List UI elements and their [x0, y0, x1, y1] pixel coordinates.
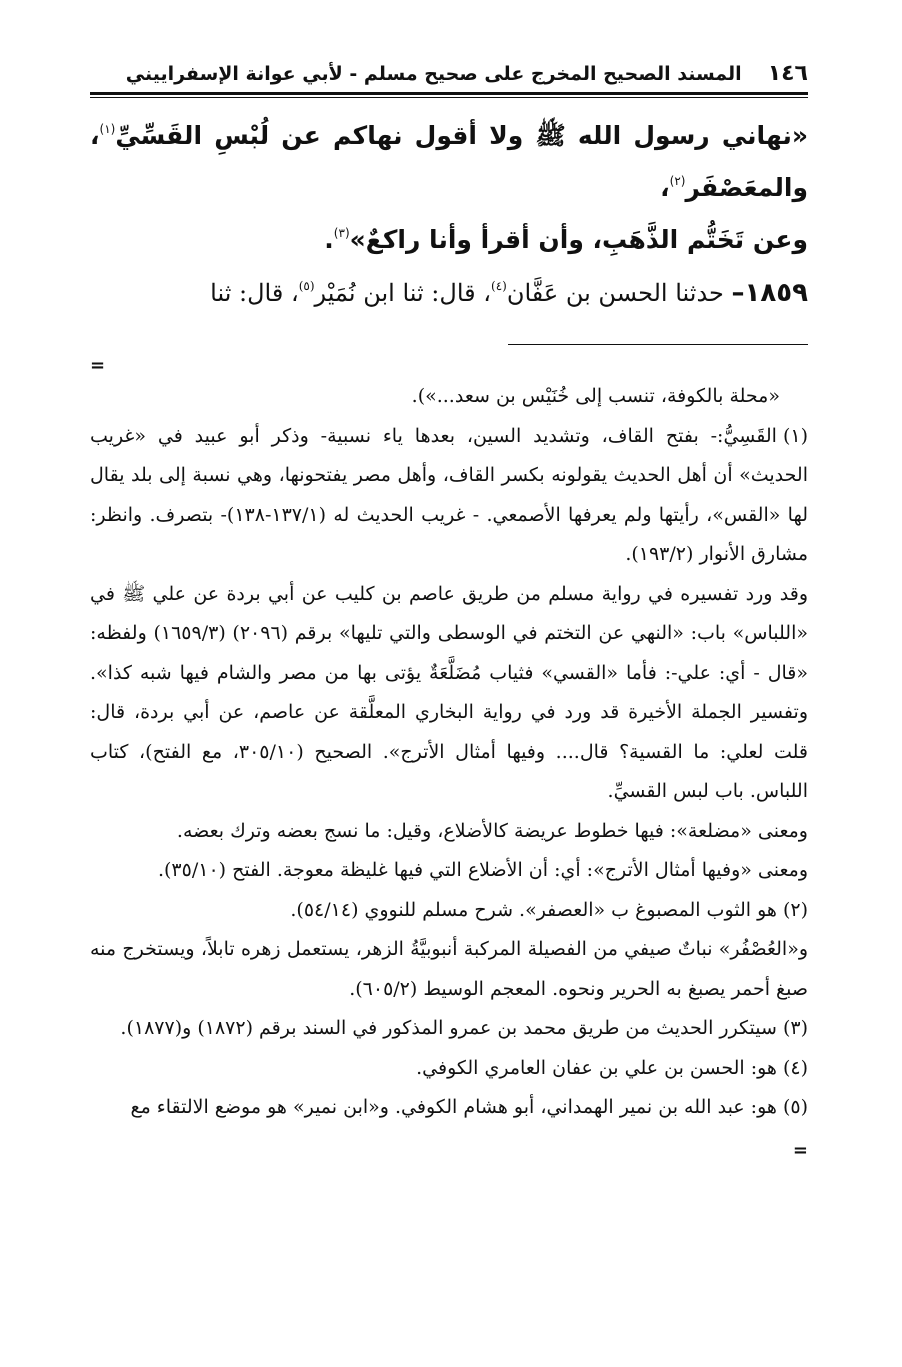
main-line-1-part-c: ، — [660, 173, 670, 202]
footnote-4 — [90, 1049, 808, 1089]
footnote-1-paragraph-3: ومعنى «مضلعة»: فيها خطوط عريضة كالأضلاع، وقيل: ما نسج بعضه وترك بعضه. — [176, 819, 808, 842]
footnote-ref-5: (٥) — [298, 279, 315, 293]
footnote-3-text: سيتكرر الحديث من طريق محمد بن عمرو المذكور في السند برقم (١٨٧٢) و(١٨٧٧). — [120, 1017, 777, 1039]
main-line-1-part-a: «نهاني رسول الله ﷺ ولا أقول نهاكم عن لُبْسِ القَسِّيِّ — [115, 121, 808, 150]
footnote-2-number: (٢) — [782, 898, 808, 921]
hadith-text-b: ، قال: ثنا ابن نُمَيْر — [314, 279, 491, 307]
footnote-ref-3: (٣) — [333, 226, 350, 240]
main-line-2-part-a: وعن تَخَتُّم الذَّهَبِ، وأن أقرأ وأنا راكعٌ» — [349, 225, 808, 254]
main-line-2 — [90, 214, 808, 266]
book-page — [90, 58, 808, 1160]
footnote-5-text: هو: عبد الله بن نمير الهمداني، أبو هشام الكوفي. و«ابن نمير» هو موضع الالتقاء مع — [130, 1096, 777, 1118]
footnote-1-number: (١) — [782, 424, 808, 447]
main-line-1 — [90, 110, 808, 214]
main-text — [90, 110, 808, 266]
footnote-continued: «محلة بالكوفة، تنسب إلى خُنَيْس بن سعد...»). — [411, 385, 780, 407]
footnote-2-paragraph-2: و«العُصْفُر» نباتٌ صيفي من الفصيلة المركبة أنبوبيَّةُ الزهر، يستعمل زهره تابلاً، ويستخرج منه صبغ أحمر يصبغ به الحرير ونحوه. المعجم الوسيط (٦٠٥/٢). — [90, 938, 808, 1000]
footnote-5-number: (٥) — [782, 1096, 808, 1118]
footnote-1-paragraph-4: ومعنى «وفيها أمثال الأترج»: أي: أن الأضلاع التي فيها غليظة معوجة. الفتح (٣٥/١٠). — [157, 859, 808, 881]
running-header — [90, 58, 808, 88]
footnote-ref-4: (٤) — [491, 279, 507, 293]
continuation-mark-top: = — [90, 355, 106, 376]
hadith-1859 — [90, 268, 808, 318]
page-number: ١٤٦ — [767, 61, 808, 86]
footnote-3 — [90, 1009, 808, 1049]
footnote-ref-1: (١) — [99, 122, 116, 136]
footnote-3-number: (٣) — [782, 1017, 808, 1039]
footnote-2 — [90, 891, 808, 931]
footnote-1-paragraph-2: وقد ورد تفسيره في رواية مسلم من طريق عاصم بن كليب عن أبي بردة عن علي ﷺ في «اللباس» باب: «النهي عن التختم في الوسطى والتي تليها» برقم (٢٠٩٦) (١٦٥٩/٣) ولفظه: «قال - أي: علي-: فأما «القسي» فثياب مُضَلَّعَةٌ يؤتى بها من مصر والشام فيها شبه كذا». وتفسير الجملة الأخيرة قد ورد في رواية البخاري المعلَّقة عن عاصم، عن أبي بردة، قال: قلت لعلي: ما القسية؟ قال.... وفيها أمثال الأترج». الصحيح (٣٠٥/١٠، مع الفتح)، كتاب اللباس. باب لبس القسيِّ. — [90, 582, 808, 802]
footnote-2-text: هو الثوب المصبوغ ب «العصفر». شرح مسلم للنووي (٥٤/١٤). — [290, 898, 777, 921]
footnote-ref-2: (٢) — [669, 174, 686, 188]
hadith-text-a: حدثنا الحسن بن عَفَّان — [506, 279, 732, 307]
footnote-1 — [90, 417, 808, 575]
footnote-4-text: هو: الحسن بن علي بن عفان العامري الكوفي. — [416, 1056, 777, 1079]
main-line-1-part-b: ، والمعَصْفَر — [90, 121, 808, 202]
hadith-text-c: ، قال: ثنا — [210, 279, 299, 307]
footnote-4-number: (٤) — [782, 1056, 808, 1079]
continuation-mark-bottom: = — [792, 1139, 808, 1161]
footnote-separator — [508, 344, 808, 345]
running-title: المسند الصحيح المخرج على صحيح مسلم - لأبي عوانة الإسفراييني — [125, 63, 742, 85]
footnote-5 — [90, 1088, 808, 1128]
header-rule-thin — [90, 97, 808, 98]
header-rule — [90, 92, 808, 95]
footnote-1-text: القَسِيُّ:- بفتح القاف، وتشديد السين، بعدها ياء نسبية- وذكر أبو عبيد في «غريب الحديث» أن أهل الحديث يقولونه بكسر القاف، وأهل مصر يفتحونها، وهي نسبة إلى بلد يقال لها «القس»، رأيتها ولم يعرفها الأصمعي. - غريب الحديث له (١٣٧/١-١٣٨)- بتصرف. وانظر: مشارق الأنوار (١٩٣/٢). — [90, 424, 808, 565]
hadith-number: ١٨٥٩– — [731, 278, 808, 308]
main-line-2-part-b: . — [324, 225, 334, 254]
footnotes — [90, 377, 808, 1128]
